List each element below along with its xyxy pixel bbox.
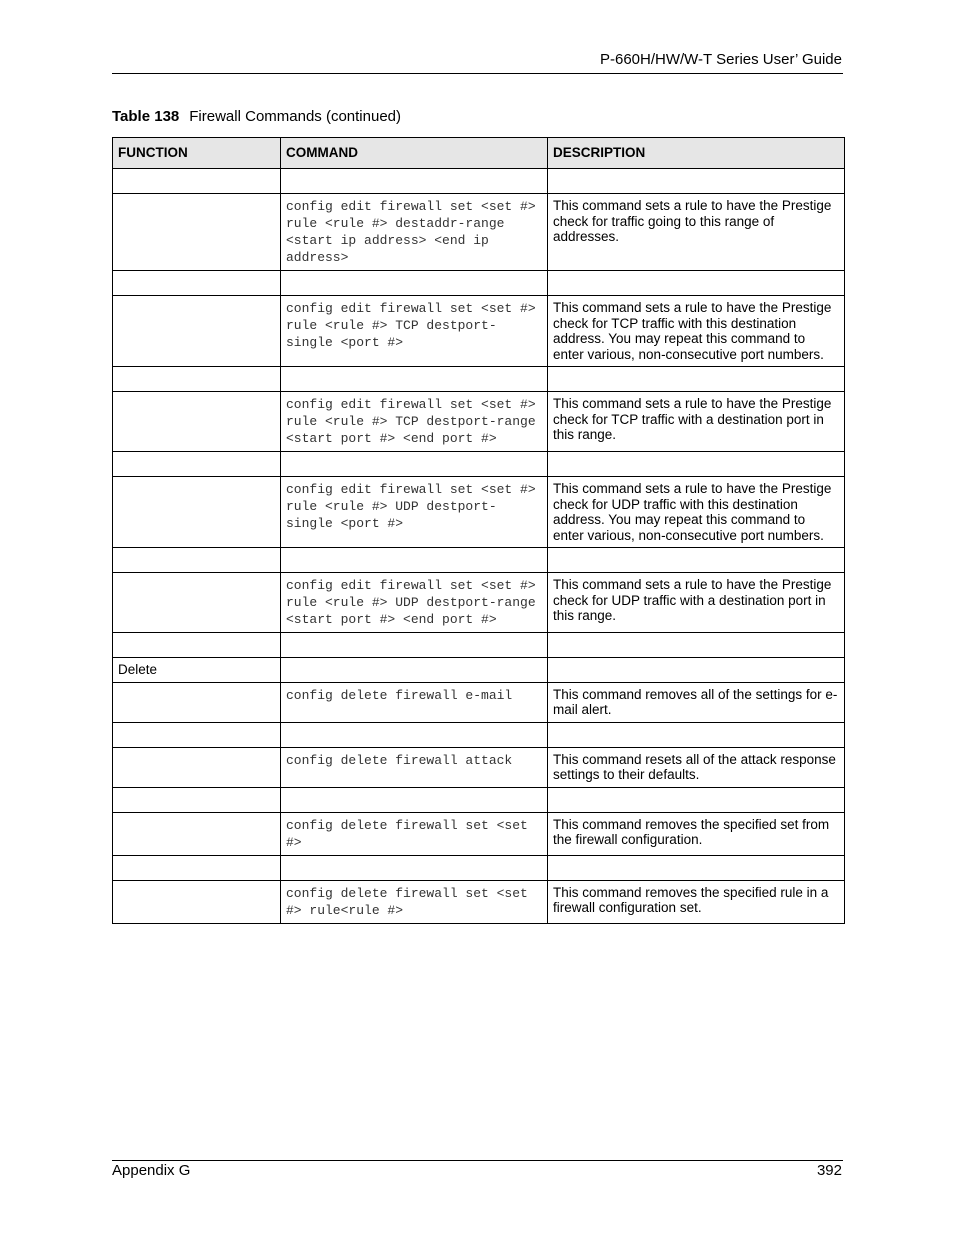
function-cell [113, 169, 281, 194]
description-cell: This command sets a rule to have the Prestige check for TCP traffic with a destination port in this range. [548, 392, 845, 452]
description-cell [548, 271, 845, 296]
function-cell [113, 855, 281, 880]
description-cell: This command removes all of the settings for e-mail alert. [548, 682, 845, 722]
description-cell [548, 722, 845, 747]
table-row [113, 169, 845, 194]
table-caption-title: Firewall Commands (continued) [189, 108, 402, 125]
function-cell [113, 477, 281, 548]
function-cell: Delete [113, 658, 281, 683]
function-cell [113, 194, 281, 271]
table-row [113, 573, 845, 633]
table-row [113, 367, 845, 392]
command-cell: config edit firewall set <set #> rule <rule #> TCP destport-range <start port #> <end port #> [281, 392, 548, 452]
command-cell [281, 855, 548, 880]
command-cell: config delete firewall e-mail [281, 682, 548, 722]
command-cell: config delete firewall set <set #> rule<rule #> [281, 880, 548, 923]
function-cell [113, 367, 281, 392]
table-row [113, 633, 845, 658]
command-cell [281, 271, 548, 296]
function-cell [113, 271, 281, 296]
command-cell: config edit firewall set <set #> rule <rule #> TCP destport-single <port #> [281, 296, 548, 367]
table-row [113, 682, 845, 722]
page-number: 392 [816, 1162, 842, 1179]
description-cell: This command sets a rule to have the Prestige check for TCP traffic with this destination address. You may repeat this command to enter various, non-consecutive port numbers. [548, 296, 845, 367]
description-cell: This command removes the specified rule in a firewall configuration set. [548, 880, 845, 923]
function-cell [113, 682, 281, 722]
command-cell [281, 169, 548, 194]
firewall-commands-table [112, 137, 845, 924]
command-cell [281, 787, 548, 812]
command-cell [281, 658, 548, 683]
command-cell [281, 722, 548, 747]
table-header-row [113, 138, 845, 169]
function-cell [113, 812, 281, 855]
table-row [113, 452, 845, 477]
running-header: P-660H/HW/W-T Series User’ Guide [599, 51, 842, 68]
description-cell: This command sets a rule to have the Prestige check for UDP traffic with a destination port in this range. [548, 573, 845, 633]
command-cell: config delete firewall attack [281, 747, 548, 787]
table-row [113, 271, 845, 296]
command-cell: config delete firewall set <set #> [281, 812, 548, 855]
table-row [113, 880, 845, 923]
footer-rule [112, 1160, 843, 1161]
description-cell: This command sets a rule to have the Prestige check for traffic going to this range of addresses. [548, 194, 845, 271]
description-cell: This command resets all of the attack response settings to their defaults. [548, 747, 845, 787]
command-cell [281, 452, 548, 477]
description-cell [548, 548, 845, 573]
command-cell: config edit firewall set <set #> rule <rule #> destaddr-range <start ip address> <end ip address> [281, 194, 548, 271]
function-cell [113, 787, 281, 812]
function-cell [113, 392, 281, 452]
description-cell [548, 169, 845, 194]
description-cell [548, 787, 845, 812]
table-row [113, 392, 845, 452]
table-row [113, 787, 845, 812]
table-caption [112, 108, 401, 125]
function-cell [113, 880, 281, 923]
table-row [113, 194, 845, 271]
table-row [113, 855, 845, 880]
function-cell [113, 747, 281, 787]
column-header-function: FUNCTION [113, 138, 281, 169]
function-cell [113, 452, 281, 477]
header-rule [112, 73, 843, 74]
table-row [113, 296, 845, 367]
command-cell: config edit firewall set <set #> rule <rule #> UDP destport-single <port #> [281, 477, 548, 548]
table-row [113, 722, 845, 747]
table-caption-label: Table 138 [112, 108, 180, 125]
function-cell [113, 296, 281, 367]
command-cell [281, 633, 548, 658]
command-cell: config edit firewall set <set #> rule <rule #> UDP destport-range <start port #> <end port #> [281, 573, 548, 633]
table-row [113, 747, 845, 787]
function-cell [113, 573, 281, 633]
description-cell [548, 367, 845, 392]
footer-section: Appendix G [112, 1162, 191, 1179]
table-body [113, 169, 845, 924]
command-cell [281, 367, 548, 392]
description-cell [548, 658, 845, 683]
column-header-description: DESCRIPTION [548, 138, 845, 169]
column-header-command: COMMAND [281, 138, 548, 169]
description-cell [548, 855, 845, 880]
table-row [113, 812, 845, 855]
table-row [113, 658, 845, 683]
table-row [113, 477, 845, 548]
function-cell [113, 633, 281, 658]
description-cell [548, 452, 845, 477]
function-cell [113, 548, 281, 573]
table-row [113, 548, 845, 573]
description-cell [548, 633, 845, 658]
description-cell: This command removes the specified set from the firewall configuration. [548, 812, 845, 855]
function-cell [113, 722, 281, 747]
command-cell [281, 548, 548, 573]
description-cell: This command sets a rule to have the Prestige check for UDP traffic with this destination address. You may repeat this command to enter various, non-consecutive port numbers. [548, 477, 845, 548]
